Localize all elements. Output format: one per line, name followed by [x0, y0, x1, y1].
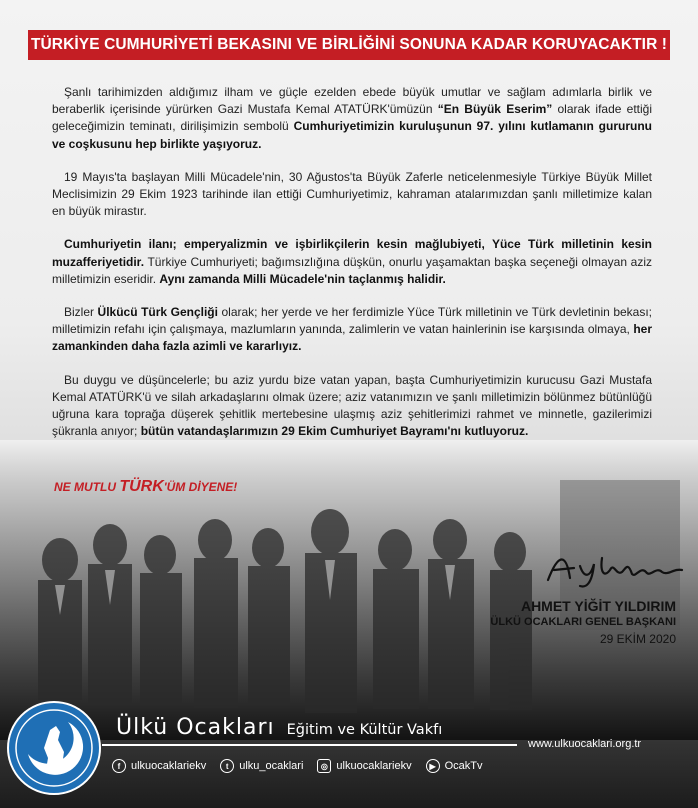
paragraph-4	[52, 304, 652, 356]
paragraph-text: Türkiye Cumhuriyeti; bağımsızlığına düşkün, onurlu yaşamaktan başka seçeneği olmayan aziz milletimizin eseridir.	[52, 254, 652, 286]
paragraph-emphasis: Cumhuriyetin ilanı; emperyalizmin ve işbirlikçilerin kesin mağlubiyeti, Yüce Türk milletinin kesin muzafferiyetidir.	[52, 237, 652, 269]
paragraph-text: olarak; her yerde ve her ferdimizle Yüce Türk milletinin ve Türk devletinin bekası; milletimizin refahı için çalışmaya, mazlumların yanında, zalimlerin ve vatan hainlerinin ise karşısında olmaya,	[52, 305, 653, 337]
paragraph-emphasis: “En Büyük Eserim”	[437, 102, 553, 117]
statement-body	[52, 84, 652, 456]
website-link[interactable]: www.ulkuocaklari.org.tr	[528, 738, 642, 750]
social-links	[112, 759, 483, 773]
signer-role: ÜLKÜ OCAKLARI GENEL BAŞKANI	[490, 616, 676, 628]
footer-divider	[102, 744, 517, 746]
signer-block	[490, 598, 676, 646]
paragraph-text: Bizler	[64, 305, 98, 320]
social-ocaktv[interactable]	[426, 759, 483, 773]
social-label: ulku_ocaklari	[239, 760, 304, 772]
org-title: Ülkü Ocakları	[116, 715, 275, 740]
ulku-ocaklari-logo	[6, 700, 102, 796]
paragraph-text: Bu duygu ve düşüncelerle; bu aziz yurdu bize vatan yapan, başta Cumhuriyetimizin kurucusu Gazi Mustafa Kemal ATATÜRK'ü ve silah arkadaşlarını olmak üzere; aziz vatanımızın ve şanlı milletimizin bölünmez bütünlüğü uğruna kara toprağa düşerek şehitlik mertebesine ulaşmış aziz şehitlerimizi rahmet ve minnetle, gazilerimizi şükranla anıyor;	[52, 372, 652, 439]
paragraph-emphasis: Cumhuriyetimizin kuruluşunun 97. yılını kutlamanın gururunu ve coşkusunu hep birlikte yaşıyoruz.	[52, 119, 652, 151]
social-label: ulkuocaklariekv	[131, 760, 207, 772]
handwritten-signature	[540, 548, 690, 588]
paragraph-text: 19 Mayıs'ta başlayan Milli Mücadele'nin, 30 Ağustos'ta Büyük Zaferle neticelenmesiyle Türkiye Büyük Millet Meclisimizin 29 Ekim 1923 tarihinde ilan ettiği Cumhuriyetimiz, kahraman atalarımızdan şanlı milletimize kalan en büyük mirastır.	[52, 169, 652, 219]
social-facebook[interactable]	[112, 759, 206, 773]
slogan-emphasis: TÜRK	[119, 478, 164, 495]
paragraph-5	[52, 372, 652, 441]
social-instagram[interactable]	[317, 759, 411, 773]
headline-text: TÜRKİYE CUMHURİYETİ BEKASINI VE BİRLİĞİNİ SONUNA KADAR KORUYACAKTIR !	[30, 36, 668, 53]
slogan	[54, 478, 237, 496]
paragraph-text: olarak ifade ettiği geleceğimizin teminatı, dirilişimizin sembolü	[52, 102, 653, 134]
signer-name: AHMET YİĞİT YILDIRIM	[520, 598, 676, 614]
paragraph-3	[52, 236, 652, 288]
paragraph-2	[52, 169, 652, 221]
paragraph-emphasis: her zamankinden daha fazla azimli ve kararlıyız.	[52, 322, 652, 354]
paragraph-text: Şanlı tarihimizden aldığımız ilham ve güçle ezelden ebede büyük umutlar ve sağlam adımlarla birlik ve beraberlik içerisinde yürürken Gazi Mustafa Kemal ATATÜRK'ümüzün	[52, 85, 652, 117]
ocaktv-icon: ▶	[426, 759, 440, 773]
slogan-prefix: NE MUTLU	[54, 480, 120, 494]
twitter-icon: t	[220, 759, 234, 773]
organization-name	[116, 715, 442, 740]
social-twitter[interactable]	[220, 759, 303, 773]
paragraph-emphasis: Aynı zamanda Milli Mücadele'nin taçlanmış halidir.	[159, 271, 446, 286]
org-subtitle: Eğitim ve Kültür Vakfı	[286, 722, 443, 738]
social-label: OcakTv	[444, 760, 483, 772]
paragraph-emphasis: Ülkücü Türk Gençliği	[97, 305, 218, 320]
headline-banner	[28, 30, 670, 60]
social-label: ulkuocaklariekv	[336, 760, 412, 772]
instagram-icon: ◎	[317, 759, 331, 773]
slogan-suffix: 'ÜM DİYENE!	[163, 480, 238, 494]
paragraph-emphasis: bütün vatandaşlarımızın 29 Ekim Cumhuriyet Bayramı'nı kutluyoruz.	[140, 424, 529, 439]
facebook-icon: f	[112, 759, 126, 773]
paragraph-1	[52, 84, 652, 153]
statement-date: 29 EKİM 2020	[599, 632, 676, 646]
